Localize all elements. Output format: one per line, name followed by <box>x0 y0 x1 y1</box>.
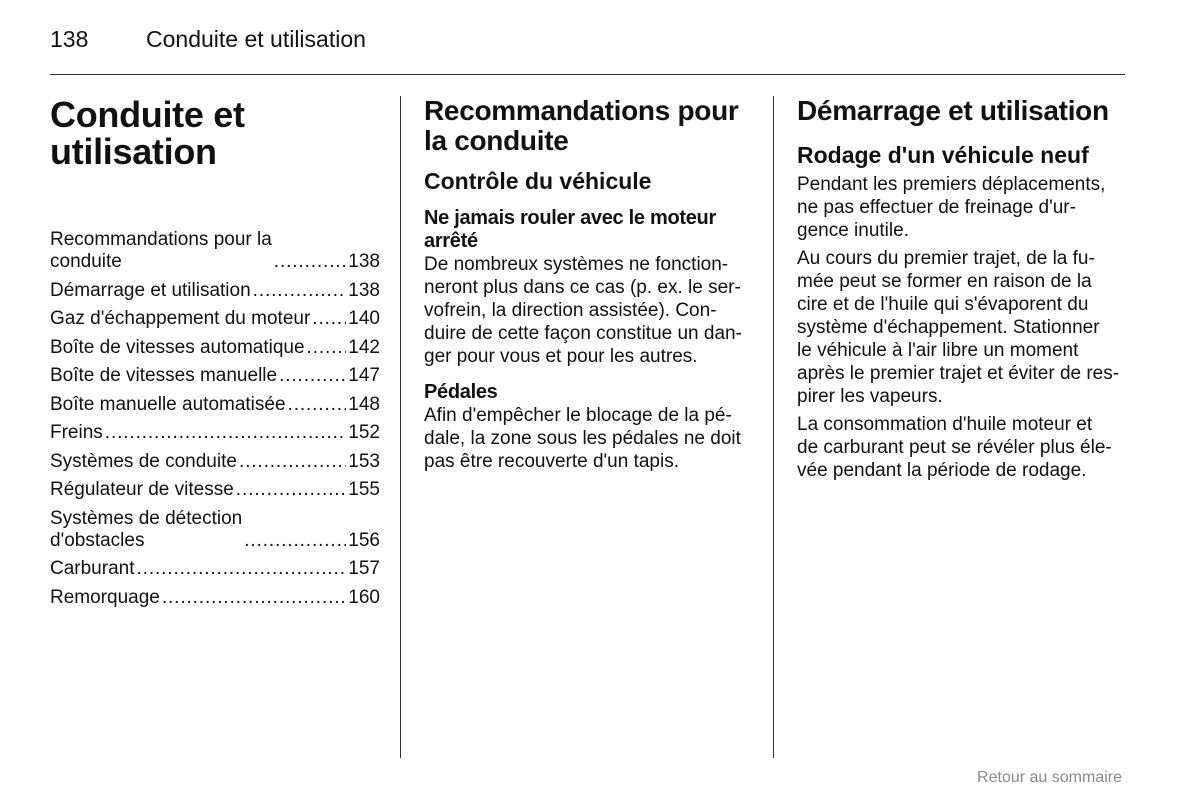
toc-leader <box>137 558 347 580</box>
toc-item-page: 147 <box>348 365 380 386</box>
toc-item-label: Boîte de vitesses manuelle <box>50 365 278 386</box>
heading-pedales: Pédales <box>424 381 498 403</box>
paragraph-3: La consommation d'huile moteur et de carburant peut se révéler plus éle- vée pendant la période de rodage. <box>797 414 1112 481</box>
toc-item[interactable] <box>50 451 380 473</box>
toc-item-page: 160 <box>348 586 380 608</box>
toc-item-page: 140 <box>348 308 380 329</box>
toc-item[interactable] <box>50 337 380 359</box>
paragraph-2: Au cours du premier trajet, de la fu- mée peut se former en raison de la cire et de l'huile qui s'évaporent du système d'échappement. Stationner le véhicule à l'air libre un moment après le premier trajet et éviter de res- pirer les vapeurs. <box>797 248 1120 407</box>
toc-leader <box>312 308 346 330</box>
toc-item-page: 157 <box>348 558 380 579</box>
toc-item-page: 138 <box>348 251 380 272</box>
column-recommandations <box>424 96 754 473</box>
page-number: 138 <box>50 26 89 52</box>
toc-item-label: Carburant <box>50 558 135 579</box>
toc-item-page: 155 <box>348 479 380 500</box>
header-divider <box>50 74 1125 75</box>
toc-item[interactable] <box>50 587 380 609</box>
toc-item-page: 142 <box>348 336 380 358</box>
toc-item[interactable] <box>50 308 380 330</box>
toc-item[interactable] <box>50 508 380 552</box>
toc-item[interactable] <box>50 558 380 580</box>
column-toc <box>50 96 380 615</box>
chapter-title: Conduite et utilisation <box>50 94 245 172</box>
section-subtitle: Contrôle du véhicule <box>424 168 652 194</box>
toc-leader <box>253 280 347 302</box>
toc-leader <box>239 451 346 473</box>
paragraph-moteur: De nombreux systèmes ne fonction- neront plus dans ce cas (p. ex. le ser- vofrein, la direction assistée). Con- duire de cette façon constitue un dan- ger pour vous et pour les autres. <box>424 254 742 367</box>
toc-leader <box>244 530 346 552</box>
column-divider-2 <box>773 96 774 758</box>
toc-item-page: 152 <box>348 422 380 443</box>
toc-item-label: Boîte de vitesses automatique <box>50 336 305 358</box>
toc-item-page: 148 <box>348 393 380 415</box>
toc-leader <box>307 337 347 359</box>
toc-leader <box>288 394 347 416</box>
toc-item-label: Boîte manuelle automatisée <box>50 393 286 415</box>
toc-leader <box>236 479 347 501</box>
column-demarrage <box>797 96 1127 482</box>
toc-item[interactable] <box>50 229 380 273</box>
toc-item-label: Recommandations pour la conduite <box>50 229 272 272</box>
toc-item[interactable] <box>50 394 380 416</box>
toc-leader <box>162 587 346 609</box>
page-header <box>50 26 366 53</box>
section-title: Recommandations pour la conduite <box>424 95 739 156</box>
toc-item-label: Gaz d'échappement du moteur <box>50 308 311 329</box>
toc-item-label: Régulateur de vitesse <box>50 479 234 500</box>
heading-moteur: Ne jamais rouler avec le moteur arrêté <box>424 207 716 252</box>
toc-item-label: Démarrage et utilisation <box>50 279 251 301</box>
toc-item[interactable] <box>50 365 380 387</box>
toc-item-label: Freins <box>50 422 103 443</box>
toc-item[interactable] <box>50 422 380 444</box>
header-title: Conduite et utilisation <box>146 26 366 52</box>
toc-leader <box>105 422 347 444</box>
toc-item-page: 138 <box>348 279 380 301</box>
paragraph-pedales: Afin d'empêcher le blocage de la pé- dale, la zone sous les pédales ne doit pas être recouverte d'un tapis. <box>424 405 741 472</box>
column-divider-1 <box>400 96 401 758</box>
toc-leader <box>279 365 346 387</box>
toc-item[interactable] <box>50 280 380 302</box>
toc-leader <box>274 251 347 273</box>
toc-item-page: 153 <box>348 450 380 472</box>
toc-item-label: Remorquage <box>50 586 160 608</box>
section-subtitle: Rodage d'un véhicule neuf <box>797 142 1089 168</box>
back-to-summary-link[interactable]: Retour au sommaire <box>977 769 1122 786</box>
toc-item[interactable] <box>50 479 380 501</box>
paragraph-1: Pendant les premiers déplacements, ne pas effectuer de freinage d'ur- gence inutile. <box>797 174 1106 241</box>
toc-item-label: Systèmes de conduite <box>50 450 237 472</box>
toc-item-page: 156 <box>348 529 380 551</box>
table-of-contents <box>50 229 380 609</box>
toc-item-label: Systèmes de détection d'obstacles <box>50 507 243 551</box>
section-title: Démarrage et utilisation <box>797 95 1109 126</box>
